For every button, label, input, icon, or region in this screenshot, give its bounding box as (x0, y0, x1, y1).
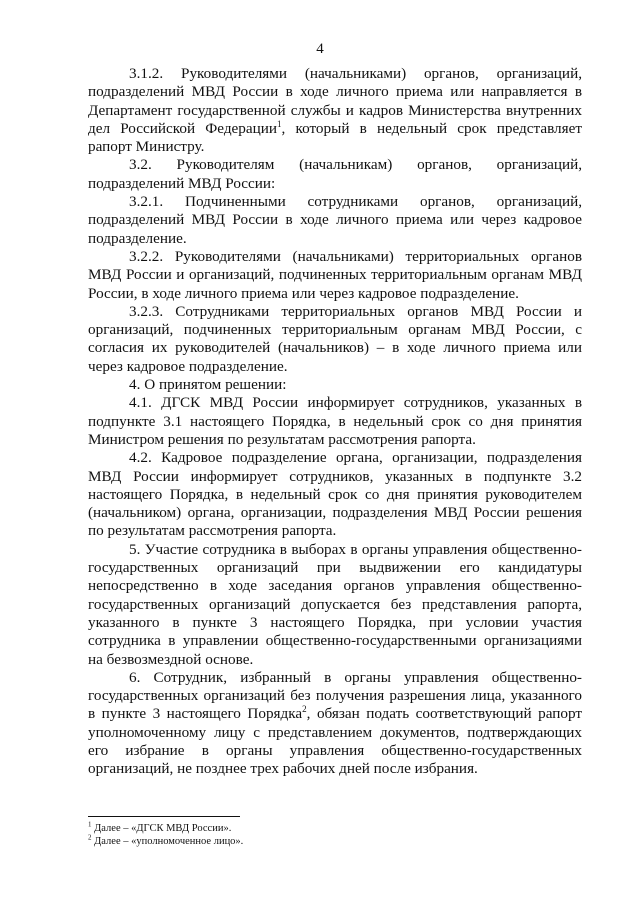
paragraph-4-1: 4.1. ДГСК МВД России информирует сотрудников, указанных в подпункте 3.1 настоящего Порядка, в недельный срок со дня принятия Министром решения по результатам рассмотрения рапорта. (88, 394, 582, 448)
paragraph-text: 6. Сотрудник, избранный в органы управления общественно-государственных организаций без получения разрешения лица, указанного в пункте 3 настоящего Порядка (88, 668, 582, 723)
paragraph-3-1-2 (88, 65, 582, 156)
paragraph-3-2-2: 3.2.2. Руководителями (начальниками) территориальных органов МВД России и организаций, подчиненных территориальным органам МВД России, в ходе личного приема или через кадровое подразделение. (88, 247, 582, 302)
footnote-divider (88, 816, 240, 817)
paragraph-5: 5. Участие сотрудника в выборах в органы управления общественно-государственных организаций при выдвижении его кандидатуры непосредственно в ходе заседания органов управления общественно-государственных организаций допускается без представления рапорта, указанного в пункте 3 настоящего Порядка, при условии участия сотрудника в управлении общественно-государственными организациями на безвозмездной основе. (88, 540, 582, 668)
footnote-2 (88, 835, 582, 848)
paragraph-text: 3.1.2. Руководителями (начальниками) органов, организаций, подразделений МВД России в ходе личного приема или направляется в Департамент государственной службы и кадров Министерства внутренних дел Российской Федерации (88, 65, 582, 137)
paragraph-text-tail: , который в недельный срок представляет рапорт Министру. (88, 119, 582, 156)
paragraph-4: 4. О принятом решении: (129, 376, 287, 394)
footnote-mark: 2 (88, 833, 92, 842)
footnotes (88, 822, 582, 848)
footnote-ref: 1 (277, 118, 282, 129)
paragraph-4-2: 4.2. Кадровое подразделение органа, организации, подразделения МВД России информирует сотрудников, указанных в подпункте 3.2 настоящего Порядка, в недельный срок со дня принятия руководителем (начальником) органа, организации, подразделения МВД России решения по результатам рассмотрения рапорта. (88, 449, 582, 540)
paragraph-3-2: 3.2. Руководителям (начальникам) органов, организаций, подразделений МВД России: (88, 156, 582, 192)
page-number: 4 (316, 41, 324, 57)
paragraph-3-2-3: 3.2.3. Сотрудниками территориальных органов МВД России и организаций, подчиненных территориальным органам МВД России, с согласия их руководителей (начальников) – в ходе личного приема или через кадровое подразделение. (88, 302, 582, 375)
footnote-mark: 1 (88, 820, 92, 829)
footnote-text: Далее – «уполномоченное лицо». (91, 836, 244, 847)
footnote-ref: 2 (302, 704, 307, 715)
document-body (88, 65, 582, 779)
paragraph-6 (88, 669, 582, 779)
paragraph-3-2-1: 3.2.1. Подчиненными сотрудниками органов, организаций, подразделений МВД России в ходе личного приема или через кадровое подразделение. (88, 193, 582, 247)
paragraph-text-tail: , обязан подать соответствующий рапорт уполномоченному лицу с представлением документов, подтверждающих его избрание в органы управления общественно-государственных организаций, не позднее трех рабочих дней после избрания. (88, 705, 582, 778)
footnote-1 (88, 822, 582, 835)
footnote-text: Далее – «ДГСК МВД России». (91, 823, 232, 834)
